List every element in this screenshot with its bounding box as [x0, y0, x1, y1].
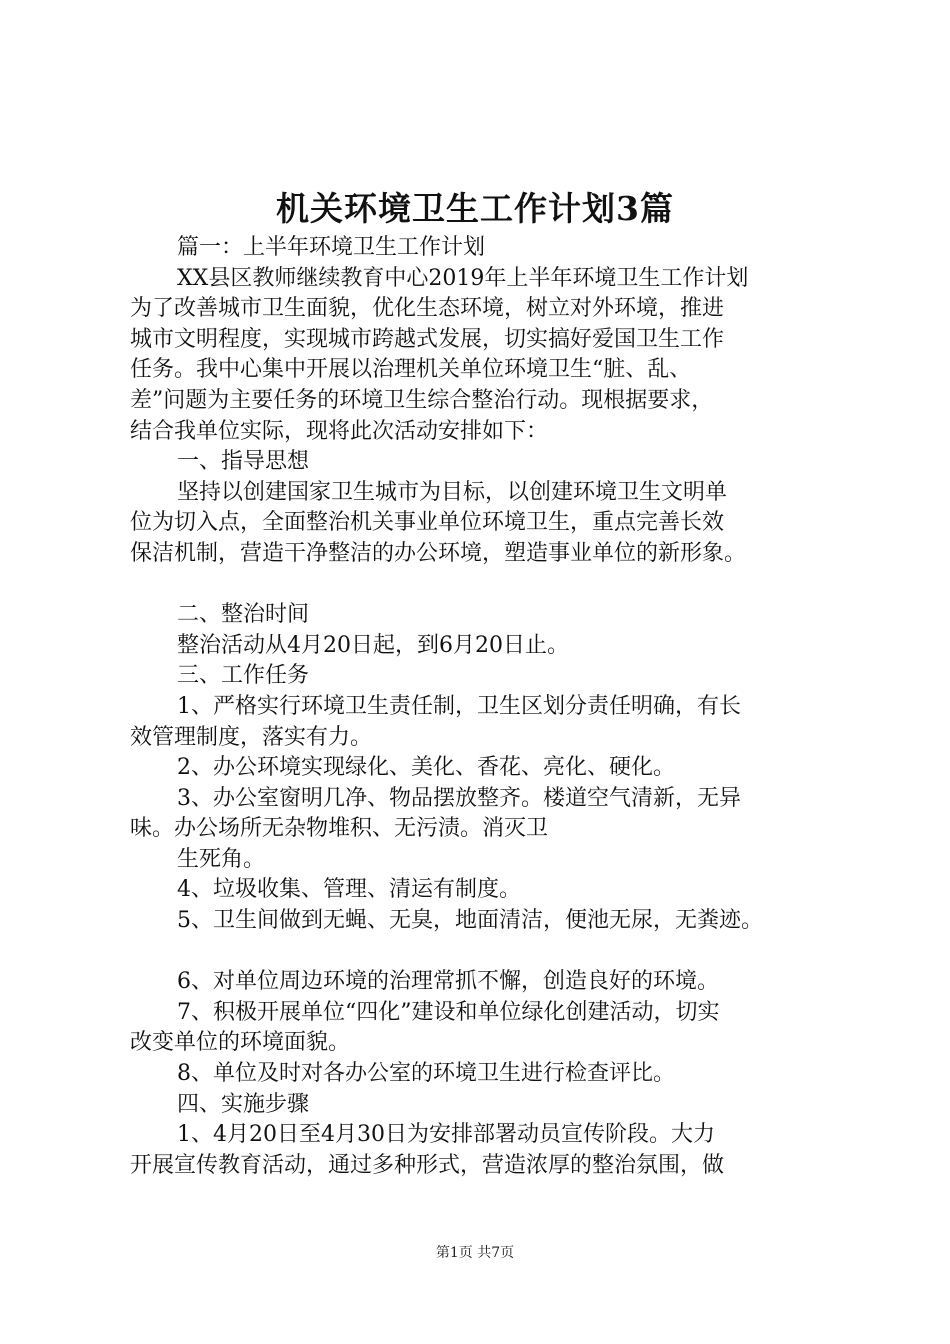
paragraph-line: 整治活动从4月20日起，到6月20日止。: [177, 632, 569, 658]
list-item-line: 2、办公环境实现绿化、美化、香花、亮化、硬化。: [177, 755, 675, 781]
paragraph-line: 保洁机制，营造干净整洁的办公环境，塑造事业单位的新形象。: [130, 540, 747, 566]
section-heading: 四、实施步骤: [177, 1091, 310, 1117]
paragraph-line: 坚持以创建国家卫生城市为目标，以创建环境卫生文明单: [177, 479, 728, 505]
paragraph-line: 结合我单位实际，现将此次活动安排如下：: [130, 418, 549, 444]
list-item-line: 1、4月20日至4月30日为安排部署动员宣传阶段。大力: [177, 1122, 715, 1148]
list-item-line: 4、垃圾收集、管理、清运有制度。: [177, 877, 521, 903]
list-item-line: 8、单位及时对各办公室的环境卫生进行检查评比。: [177, 1061, 675, 1087]
document-title: 机关环境卫生工作计划3篇: [276, 189, 674, 228]
section-heading: 篇一：上半年环境卫生工作计划: [177, 235, 486, 260]
blank-line: [130, 570, 860, 601]
list-item-line: 6、对单位周边环境的治理常抓不懈，创造良好的环境。: [177, 969, 719, 995]
list-item-line: 生死角。: [177, 846, 266, 872]
document-body: [130, 233, 860, 1181]
list-item-line: 5、卫生间做到无蝇、无臭，地面清洁，便池无尿，无粪迹。: [177, 908, 763, 934]
paragraph-line: 差”问题为主要任务的环境卫生综合整治行动。现根据要求，: [130, 387, 714, 413]
blank-line: [130, 937, 860, 968]
paragraph-line: XX县区教师继续教育中心2019年上半年环境卫生工作计划: [177, 265, 749, 291]
list-item-line: 1、严格实行环境卫生责任制，卫生区划分责任明确，有长: [177, 693, 741, 719]
paragraph-line: 位为切入点，全面整治机关事业单位环境卫生，重点完善长效: [130, 510, 725, 536]
paragraph-line: 城市文明程度，实现城市跨越式发展，切实搞好爱国卫生工作: [130, 326, 725, 352]
list-item-line: 改变单位的环境面貌。: [130, 1030, 351, 1056]
list-item-line: 开展宣传教育活动，通过多种形式，营造浓厚的整治氛围，做: [130, 1152, 725, 1178]
list-item-line: 味。办公场所无杂物堆积、无污渍。消灭卫: [130, 816, 549, 842]
list-item-line: 7、积极开展单位“四化”建设和单位绿化创建活动，切实: [177, 999, 720, 1025]
list-item-line: 3、办公室窗明几净、物品摆放整齐。楼道空气清新，无异: [177, 785, 741, 811]
section-heading: 三、工作任务: [177, 663, 310, 689]
paragraph-line: 为了改善城市卫生面貌，优化生态环境，树立对外环境，推进: [130, 296, 725, 322]
section-heading: 二、整治时间: [177, 602, 310, 628]
page-number-footer: 第1页 共7页: [435, 1245, 515, 1261]
list-item-line: 效管理制度，落实有力。: [130, 724, 373, 750]
paragraph-line: 任务。我中心集中开展以治理机关单位环境卫生“脏、乱、: [130, 357, 692, 383]
section-heading: 一、指导思想: [177, 449, 310, 475]
